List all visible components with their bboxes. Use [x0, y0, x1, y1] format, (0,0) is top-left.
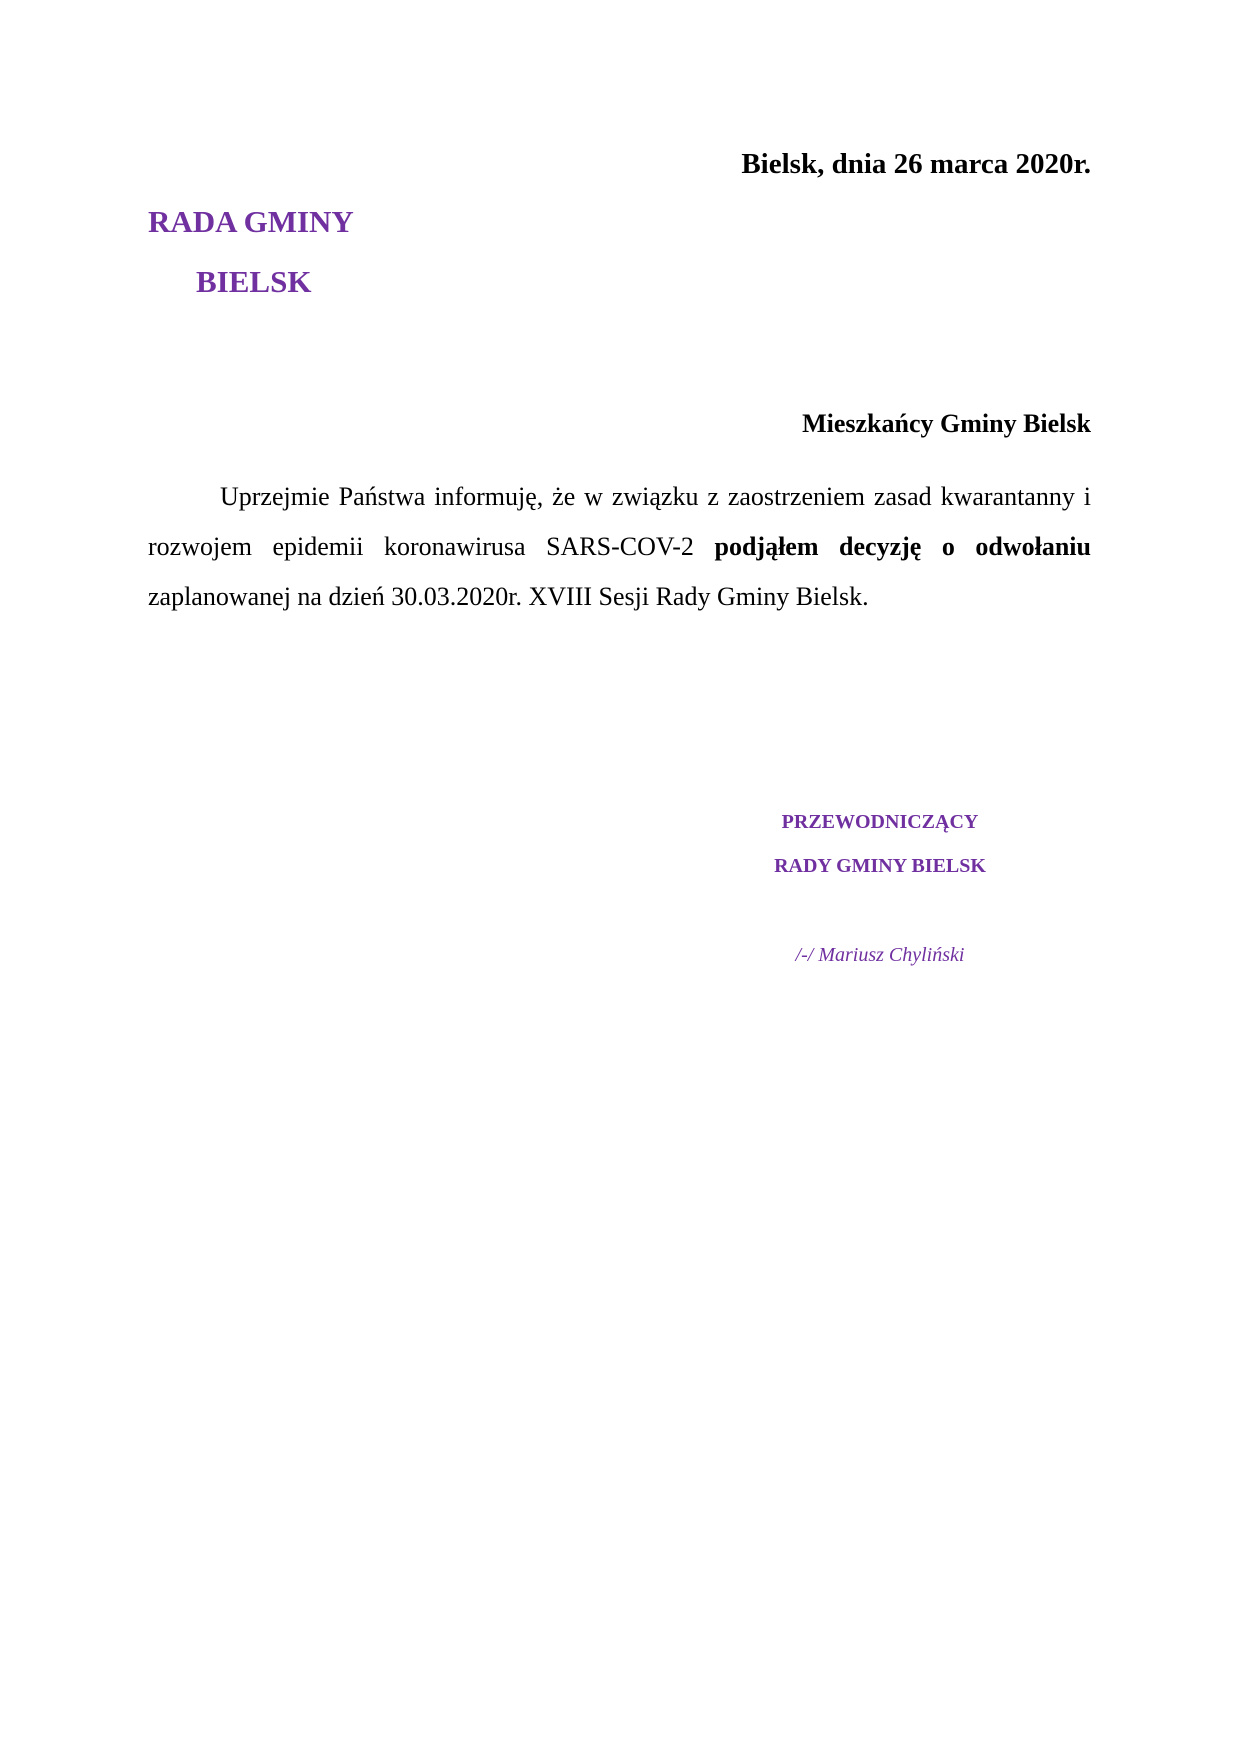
signature-title-line1: PRZEWODNICZĄCY [781, 811, 979, 833]
signature-name: /-/ Mariusz Chyliński [795, 944, 965, 966]
signature-title-line2: RADY GMINY BIELSK [774, 855, 986, 877]
body-text-bold: podjąłem decyzję o odwołaniu [714, 532, 1091, 561]
organization-name-line2: BIELSK [196, 264, 312, 299]
body-paragraph [148, 472, 1091, 622]
organization-name-line1: RADA GMINY [148, 204, 354, 239]
body-text-part2: zaplanowanej na dzień 30.03.2020r. XVIII Sesji Rady Gminy Bielsk. [148, 582, 869, 611]
recipient-line: Mieszkańcy Gminy Bielsk [802, 409, 1091, 438]
date-line: Bielsk, dnia 26 marca 2020r. [741, 148, 1091, 180]
body-text-part1: Uprzejmie Państwa informuję, że w związku z zaostrzeniem zasad kwarantanny i rozwojem epidemii koronawirusa SARS-COV-2 [148, 482, 1091, 561]
